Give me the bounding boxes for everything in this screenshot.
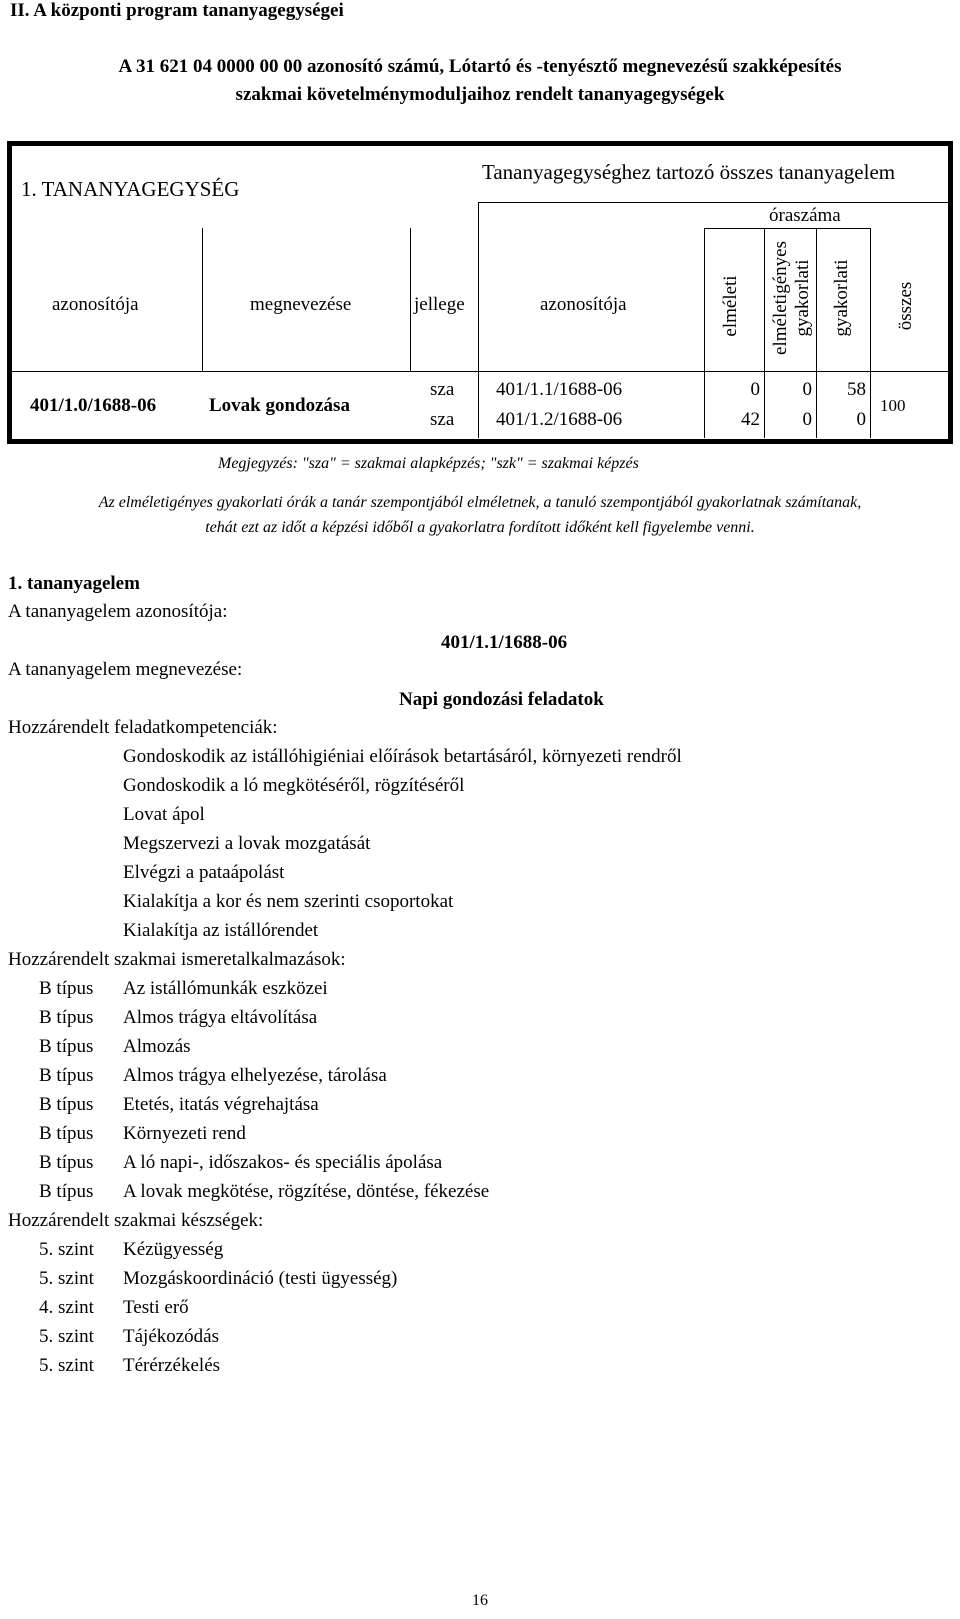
knowledge-type: B típus <box>39 1036 94 1057</box>
note-abbreviations: Megjegyzés: "sza" = szakmai alapképzés; "szk" = szakmai képzés <box>218 455 639 472</box>
intro-line-2: szakmai követelménymoduljaihoz rendelt tananyagegységek <box>235 84 725 105</box>
col-header-total: összes <box>895 281 916 331</box>
knowledge-type: B típus <box>39 1152 94 1173</box>
competencies-label: Hozzárendelt feladatkompetenciák: <box>8 717 278 738</box>
unit-name: Lovak gondozása <box>209 395 350 416</box>
knowledge-item: Almos trágya elhelyezése, tárolása <box>123 1065 387 1086</box>
col-header-practice: gyakorlati <box>831 259 852 337</box>
element-id-value: 401/1.1/1688-06 <box>441 632 568 653</box>
row-1-theory-practice: 0 <box>802 379 812 400</box>
skill-item: Tájékozódás <box>123 1326 220 1347</box>
knowledge-type: B típus <box>39 1007 94 1028</box>
col-header-unit-name: megnevezése <box>250 294 352 315</box>
col-header-unit-id: azonosítója <box>52 294 139 315</box>
knowledge-type: B típus <box>39 1065 94 1086</box>
knowledge-item: Környezeti rend <box>123 1123 246 1144</box>
element-name-label: A tananyagelem megnevezése: <box>8 659 243 680</box>
knowledge-item: Almos trágya eltávolítása <box>123 1007 318 1028</box>
knowledge-type: B típus <box>39 1094 94 1115</box>
knowledge-type: B típus <box>39 978 94 999</box>
unit-id: 401/1.0/1688-06 <box>30 395 157 416</box>
page-number: 16 <box>472 1592 488 1609</box>
skill-item: Kézügyesség <box>123 1239 224 1260</box>
row-1-type: sza <box>430 379 455 400</box>
knowledge-type: B típus <box>39 1123 94 1144</box>
note-practice-line-1: Az elméletigényes gyakorlati órák a tanár szempontjából elméletnek, a tanuló szempontjából gyakorlatnak számítanak, <box>98 494 862 511</box>
knowledge-label: Hozzárendelt szakmai ismeretalkalmazások: <box>8 949 346 970</box>
row-2-theory: 42 <box>741 409 760 430</box>
element-name-value: Napi gondozási feladatok <box>399 689 604 710</box>
skill-level: 5. szint <box>39 1268 94 1289</box>
elements-header: Tananyagegységhez tartozó összes tananyagelem <box>482 160 896 184</box>
row-2-theory-practice: 0 <box>802 409 812 430</box>
skill-level: 5. szint <box>39 1326 94 1347</box>
col-header-element-id: azonosítója <box>540 294 627 315</box>
row-2-id: 401/1.2/1688-06 <box>496 409 623 430</box>
note-practice-line-2: tehát ezt az időt a képzési időből a gyakorlatra fordított időként kell figyelembe venni. <box>205 519 755 536</box>
element-id-label: A tananyagelem azonosítója: <box>8 601 228 622</box>
skill-item: Térérzékelés <box>123 1355 221 1376</box>
section-title: II. A központi program tananyagegységei <box>10 0 344 21</box>
intro-line-1: A 31 621 04 0000 00 00 azonosító számú, Lótartó és -tenyésztő megnevezésű szakképesítés <box>118 56 842 77</box>
row-1-id: 401/1.1/1688-06 <box>496 379 623 400</box>
competency-item: Kialakítja a kor és nem szerinti csoportokat <box>123 891 454 912</box>
row-1-practice: 58 <box>847 379 866 400</box>
row-1-theory: 0 <box>750 379 760 400</box>
knowledge-item: A ló napi-, időszakos- és speciális ápolása <box>123 1152 443 1173</box>
skill-item: Testi erő <box>123 1297 189 1318</box>
hours-header: óraszáma <box>769 205 841 226</box>
skill-level: 5. szint <box>39 1239 94 1260</box>
skill-level: 5. szint <box>39 1355 94 1376</box>
col-header-theory: elméleti <box>720 275 741 337</box>
unit-title: 1. TANANYAGEGYSÉG <box>21 177 240 201</box>
knowledge-item: Etetés, itatás végrehajtása <box>123 1094 319 1115</box>
competency-item: Elvégzi a pataápolást <box>123 862 285 883</box>
row-2-practice: 0 <box>856 409 866 430</box>
competency-item: Kialakítja az istállórendet <box>123 920 319 941</box>
knowledge-item: Almozás <box>123 1036 191 1057</box>
col-header-theory-practice-2: gyakorlati <box>792 259 813 337</box>
competency-item: Gondoskodik az istállóhigiéniai előírások betartásáról, környezeti rendről <box>123 746 682 767</box>
knowledge-type: B típus <box>39 1181 94 1202</box>
total-hours: 100 <box>880 396 906 415</box>
competency-item: Gondoskodik a ló megkötéséről, rögzítéséről <box>123 775 465 796</box>
element-heading: 1. tananyagelem <box>8 573 140 594</box>
competency-item: Megszervezi a lovak mozgatását <box>123 833 371 854</box>
col-header-theory-practice-1: elméletigényes <box>770 241 791 355</box>
knowledge-item: Az istállómunkák eszközei <box>123 978 328 999</box>
skill-level: 4. szint <box>39 1297 94 1318</box>
row-2-type: sza <box>430 409 455 430</box>
competency-item: Lovat ápol <box>123 804 205 825</box>
skills-label: Hozzárendelt szakmai készségek: <box>8 1210 264 1231</box>
knowledge-item: A lovak megkötése, rögzítése, döntése, fékezése <box>123 1181 490 1202</box>
curriculum-table <box>7 141 953 444</box>
col-header-type: jellege <box>414 294 465 315</box>
skill-item: Mozgáskoordináció (testi ügyesség) <box>123 1268 398 1289</box>
